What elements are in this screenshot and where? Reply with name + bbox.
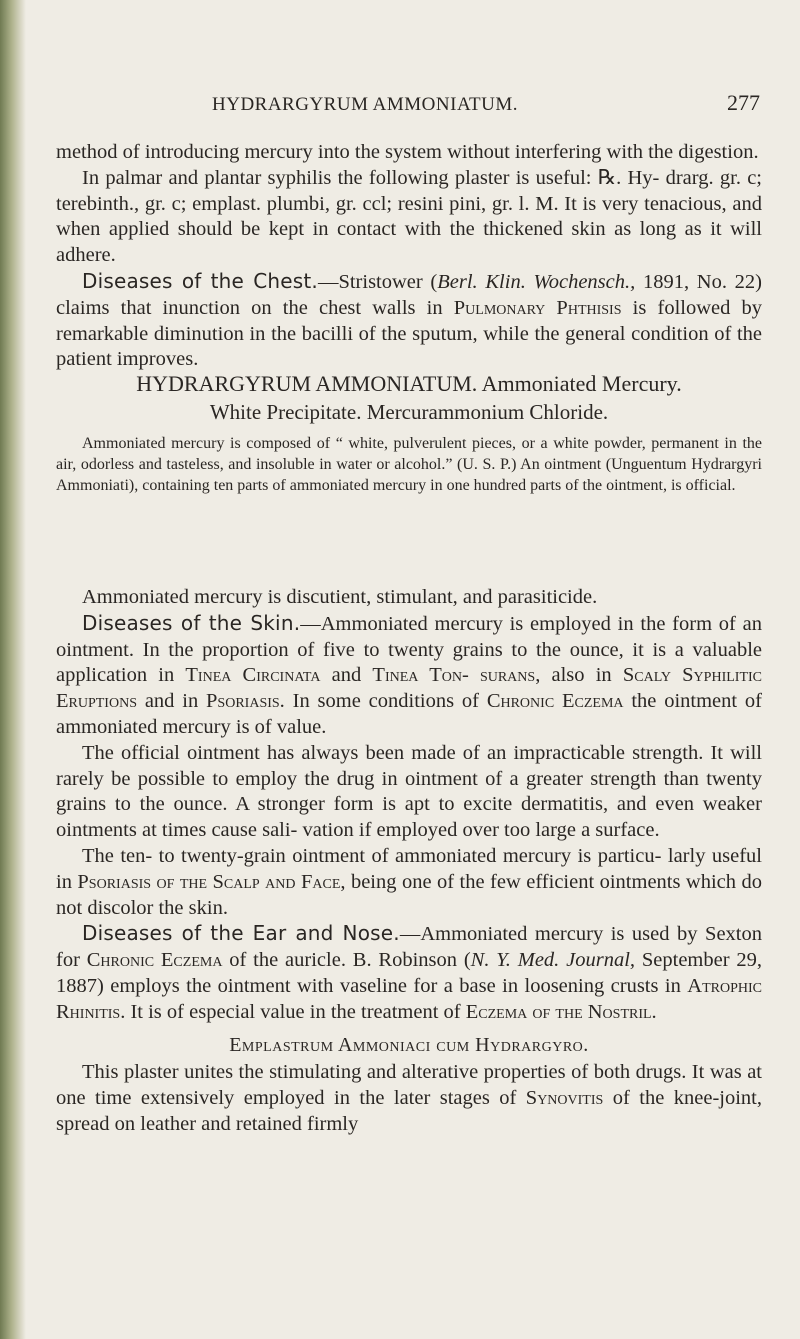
heading-diseases-of-skin: Diseases of the Skin.	[82, 610, 301, 635]
paragraph-properties: Ammoniated mercury is discutient, stimulant, and parasiticide.	[82, 586, 598, 608]
running-title: HYDRARGYRUM AMMONIATUM.	[212, 94, 519, 115]
paragraph-diseases-of-skin: Diseases of the Skin.—Ammoniated mercury is employed in the form of an ointment. In the proportion of five to twenty grains to the ounce, it is a valuable application in Tinea Circinata and Tinea Ton- surans, also in Scaly Syphilitic Eruptions and in Psoriasis. In some conditions of Chronic Eczema the ointment of ammoniated mercury is of value.	[56, 610, 763, 738]
paragraph-diseases-of-chest: Diseases of the Chest.—Stristower (Berl. Klin. Wochensch., 1891, No. 22) claims that inunction on the chest walls in Pulmonary Phthisis is followed by remarkable diminution in the bacilli of the sputum, while the general condition of the patient improves.	[56, 268, 763, 371]
entry-title: HYDRARGYRUM AMMONIATUM.	[136, 371, 478, 396]
entry-heading	[56, 370, 762, 426]
paragraph-official-ointment: The official ointment has always been made of an impracticable strength. It will rarely be possible to employ the drug in ointment of a greater strength than twenty grains to the ounce. A stronger form is apt to excite dermatitis, and even weaker ointments at times cause sali- vation if employed over too large a surface.	[56, 741, 762, 842]
heading-diseases-ear-nose: Diseases of the Ear and Nose.	[82, 921, 400, 946]
section-emplastrum	[56, 1060, 762, 1137]
heading-emplastrum: Emplastrum Ammoniaci cum Hydrargyro.	[229, 1034, 589, 1056]
heading-diseases-of-chest: Diseases of the Chest.	[82, 268, 318, 293]
page-binding-edge	[0, 0, 26, 1339]
entry-official-note: Ammoniated mercury is composed of “ white, pulverulent pieces, or a white powder, permanent in the air, odorless and tasteless, and insoluble in water or alcohol.” (U. S. P.) An ointment (Unguentum Hydrargyri Ammoniati), containing ten parts of ammoniated mercury in one hundred parts of the ointment, is official.	[56, 435, 762, 494]
paragraph-emplastrum: This plaster unites the stimulating and alterative properties of both drugs. It was at one time extensively employed in the later stages of Synovitis of the knee-joint, spread on leather and retained firmly	[56, 1061, 762, 1135]
page-number: 277	[727, 90, 760, 115]
term-pulmonary-phthisis: Pulmonary Phthisis	[453, 296, 622, 319]
book-page	[56, 0, 762, 1339]
running-head	[56, 90, 762, 124]
paragraph-psoriasis-scalp: The ten- to twenty-grain ointment of ammoniated mercury is particu- larly useful in Psoriasis of the Scalp and Face, being one of the few efficient ointments which do not discolor the skin.	[56, 844, 762, 919]
section-plaster-and-chest	[56, 140, 762, 373]
paragraph-introduction-continued: method of introducing mercury into the system without interfering with the digestion.	[56, 141, 759, 163]
entry-translation: Ammoniated Mercury.	[477, 371, 682, 396]
paragraph-palmar-syphilis: In palmar and plantar syphilis the following plaster is useful: ℞. Hy- drarg. gr. c; terebinth., gr. c; emplast. plumbi, gr. ccl; resini pini, gr. l. M. It is very tenacious, and when applied should be kept in contact with the thickened skin as long as it will adhere.	[56, 166, 762, 267]
citation-ny-med-journal: N. Y. Med. Journal,	[470, 949, 636, 972]
paragraph-diseases-ear-nose: Diseases of the Ear and Nose.—Ammoniated mercury is used by Sexton for Chronic Eczema of the auricle. B. Robinson (N. Y. Med. Journal, September 29, 1887) employs the ointment with vaseline for a base in loosening crusts in Atrophic Rhinitis. It is of especial value in the treatment of Eczema of the Nostril.	[56, 921, 763, 1023]
citation-berl-klin: Berl. Klin. Wochensch.,	[437, 270, 636, 293]
section-ammoniated-mercury-uses	[56, 585, 762, 1026]
entry-synonyms: White Precipitate. Mercurammonium Chloride.	[209, 400, 609, 424]
